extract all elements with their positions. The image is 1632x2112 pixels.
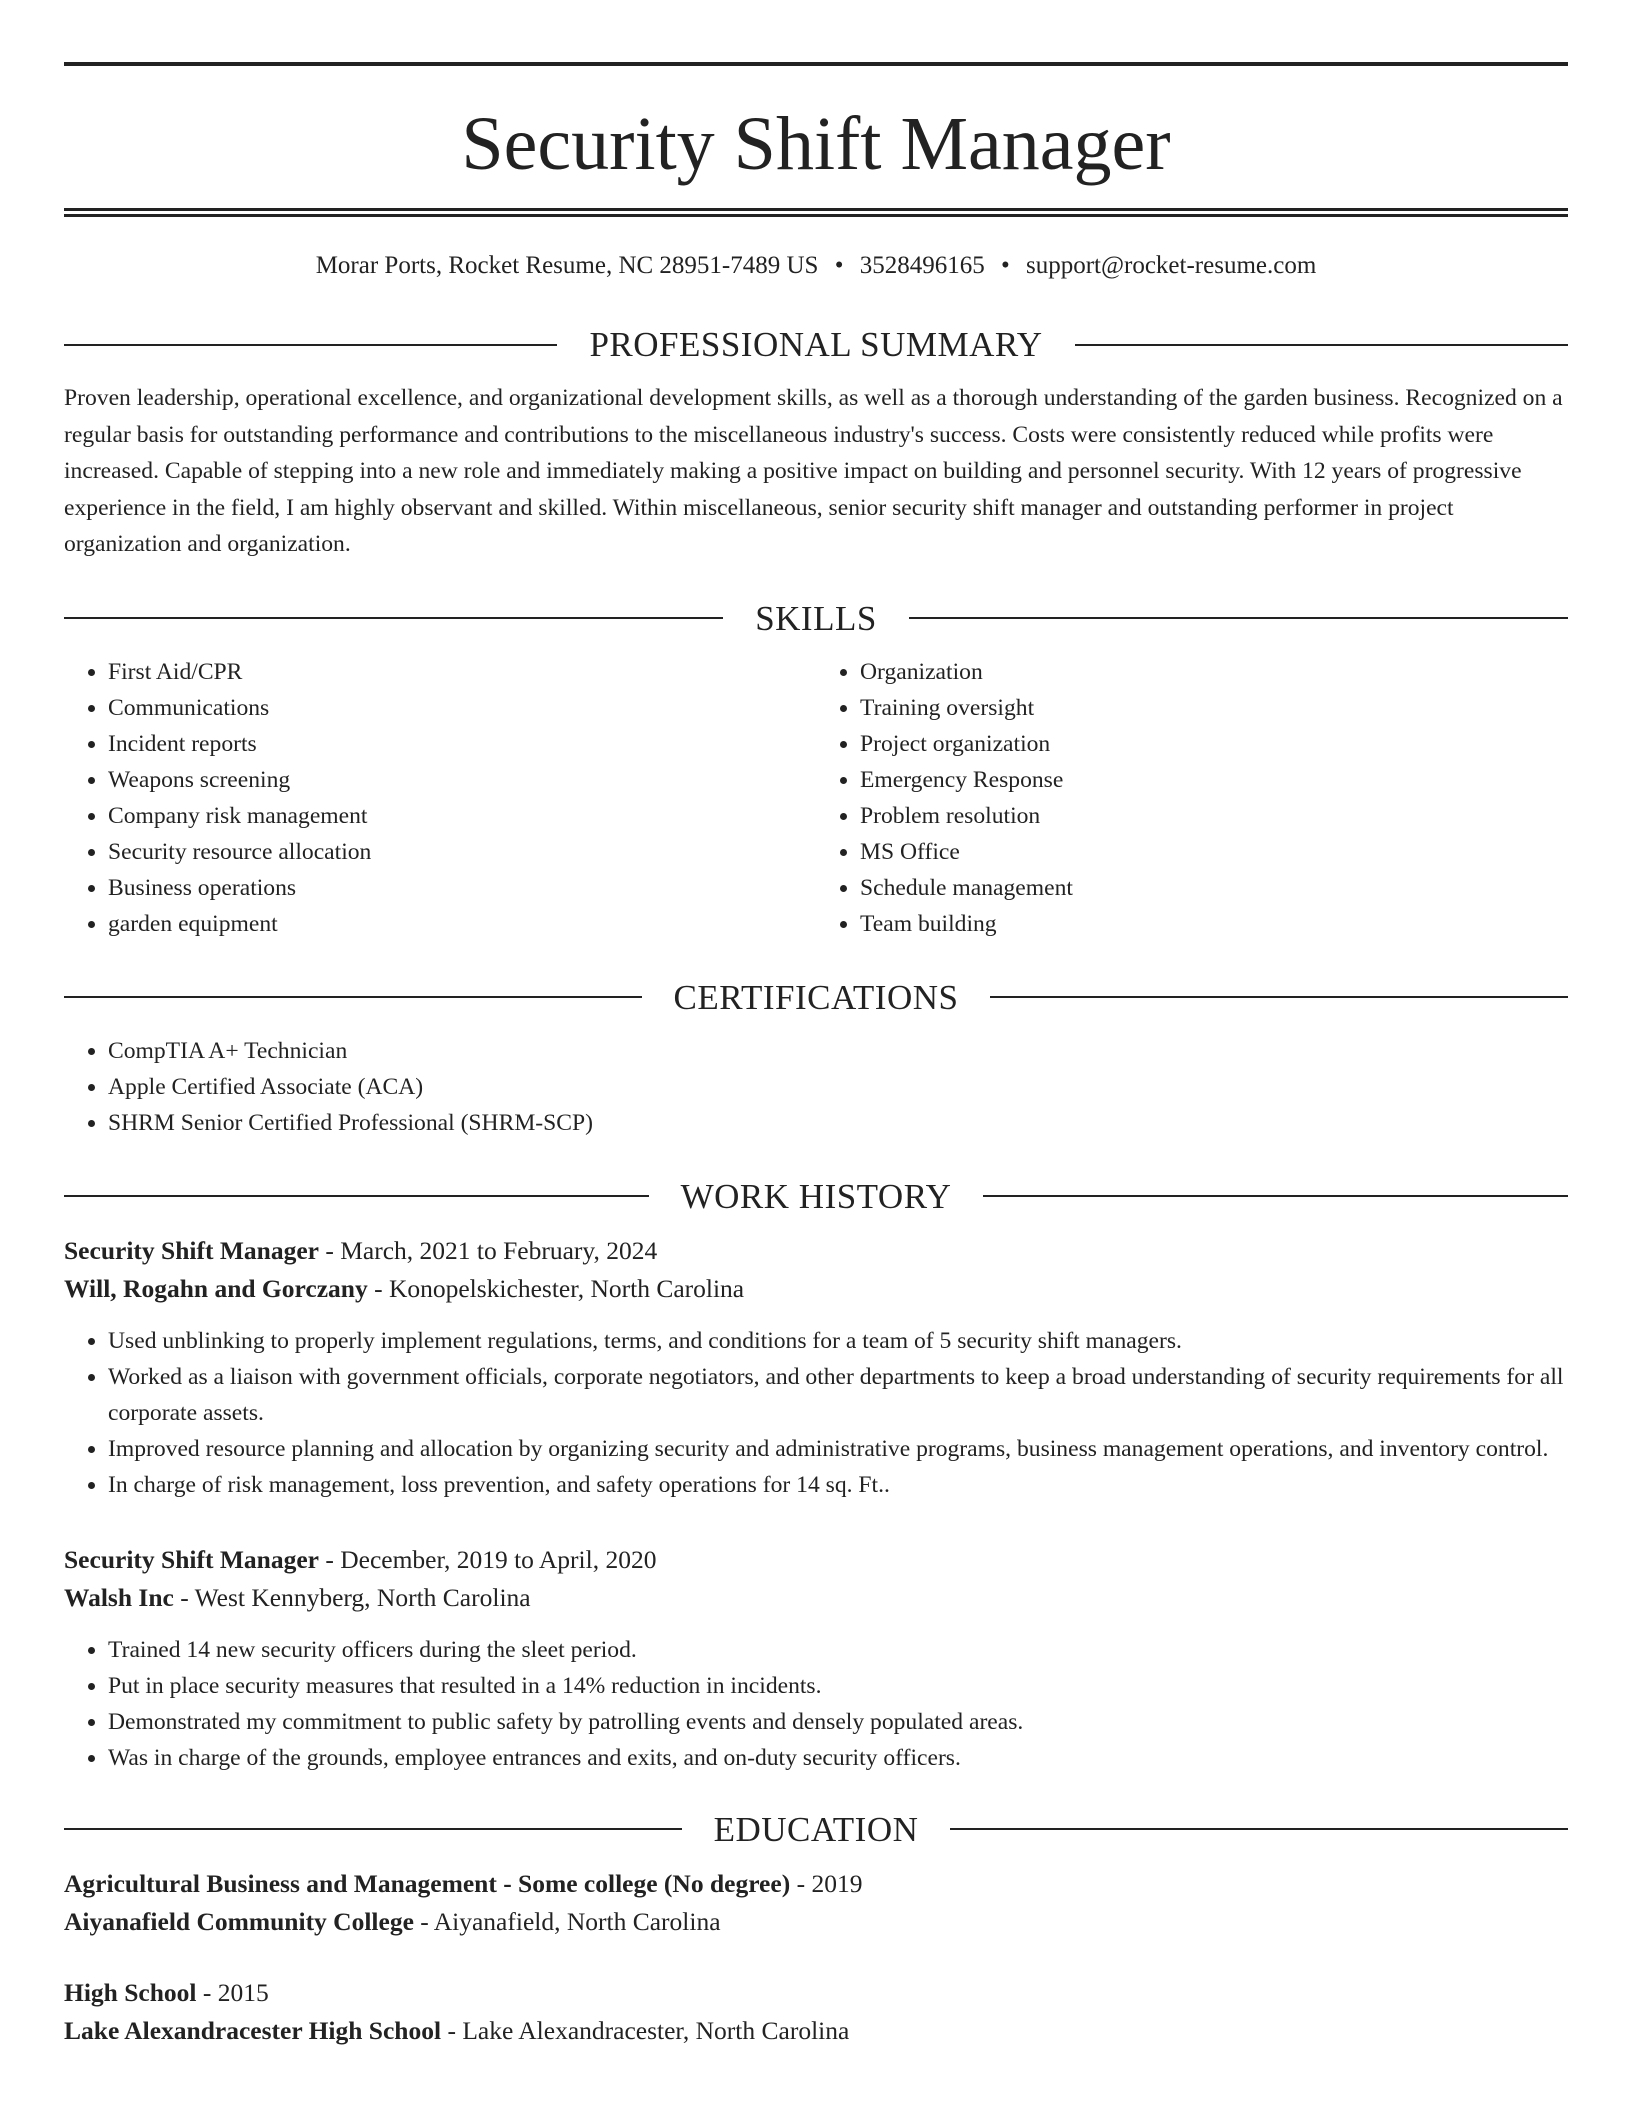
job-company-line — [64, 1270, 1568, 1309]
skill-item: • Training oversight — [860, 690, 1568, 726]
title-double-rule — [64, 208, 1568, 217]
heading-rule — [64, 1828, 682, 1830]
contact-line — [64, 251, 1568, 281]
heading-rule — [909, 617, 1568, 619]
education-heading — [64, 1809, 1568, 1849]
skills-columns — [64, 654, 1568, 942]
education-school: Aiyanafield Community College — [64, 1907, 414, 1936]
certifications-heading — [64, 977, 1568, 1017]
job-company-line — [64, 1579, 1568, 1618]
top-rule — [64, 62, 1568, 66]
skill-item: • Schedule management — [860, 870, 1568, 906]
heading-rule — [983, 1195, 1568, 1197]
work-heading — [64, 1176, 1568, 1216]
education-degree-line — [64, 1974, 1568, 2013]
job-location: - West Kennyberg, North Carolina — [173, 1583, 531, 1612]
contact-separator: • — [834, 252, 844, 279]
job-entry — [64, 1541, 1568, 1776]
education-entry — [64, 1865, 1568, 1942]
education-degree-line — [64, 1865, 1568, 1904]
skill-item: • Weapons screening — [108, 762, 816, 798]
job-bullet: • Was in charge of the grounds, employee entrances and exits, and on-duty security officers. — [108, 1740, 1568, 1776]
skills-list-left — [64, 654, 816, 942]
education-degree: High School — [64, 1977, 197, 2007]
education-year: - 2019 — [790, 1868, 863, 1898]
job-bullet: • Put in place security measures that resulted in a 14% reduction in incidents. — [108, 1668, 1568, 1704]
skills-heading — [64, 598, 1568, 638]
skill-item: • Incident reports — [108, 726, 816, 762]
job-bullets — [64, 1632, 1568, 1776]
education-school-line — [64, 1903, 1568, 1942]
job-title: Security Shift Manager — [64, 1544, 319, 1574]
skill-item: • Company risk management — [108, 798, 816, 834]
skill-item: • garden equipment — [108, 906, 816, 942]
work-heading-text: WORK HISTORY — [680, 1176, 952, 1216]
job-dates: - March, 2021 to February, 2024 — [318, 1235, 658, 1265]
contact-separator: • — [1000, 252, 1010, 279]
education-school-line — [64, 2012, 1568, 2051]
skills-heading-text: SKILLS — [755, 598, 877, 638]
education-year: - 2015 — [196, 1977, 269, 2007]
skill-item: • Project organization — [860, 726, 1568, 762]
education-entry — [64, 1974, 1568, 2051]
job-bullet: • Trained 14 new security officers during the sleet period. — [108, 1632, 1568, 1668]
skill-item: • Organization — [860, 654, 1568, 690]
contact-address: Morar Ports, Rocket Resume, NC 28951-7489 US — [315, 252, 819, 279]
job-company: Walsh Inc — [64, 1583, 174, 1612]
heading-rule — [64, 617, 723, 619]
heading-rule — [64, 344, 557, 346]
contact-phone: 3528496165 — [859, 252, 985, 279]
job-bullets — [64, 1323, 1568, 1503]
education-location: - Lake Alexandracester, North Carolina — [441, 2016, 850, 2045]
certification-item: • CompTIA A+ Technician — [108, 1033, 1568, 1069]
education-degree: Agricultural Business and Management - Some college (No degree) — [64, 1868, 791, 1898]
skill-item: • Security resource allocation — [108, 834, 816, 870]
summary-text: Proven leadership, operational excellence, and organizational development skills, as well as a thorough understanding of the garden business. Recognized on a regular basis for outstanding performance and contributions to the miscellaneous industry's success. Costs were consistently reduced while profits were increased. Capable of stepping into a new role and immediately making a positive impact on building and personnel security. With 12 years of progressive experience in the field, I am highly observant and skilled. Within miscellaneous, senior security shift manager and outstanding performer in project organization and organization. — [64, 385, 1563, 557]
job-title-line — [64, 1541, 1568, 1580]
job-bullet: • Worked as a liaison with government officials, corporate negotiators, and other departments to keep a broad understanding of security requirements for all corporate assets. — [108, 1359, 1568, 1431]
skill-item: • MS Office — [860, 834, 1568, 870]
job-entry — [64, 1232, 1568, 1503]
heading-rule — [64, 1195, 649, 1197]
job-bullet: • Demonstrated my commitment to public safety by patrolling events and densely populated areas. — [108, 1704, 1568, 1740]
job-title-line — [64, 1232, 1568, 1271]
certification-item: • SHRM Senior Certified Professional (SHRM-SCP) — [108, 1105, 1568, 1141]
heading-rule — [950, 1828, 1568, 1830]
resume-page — [64, 62, 1568, 2051]
job-dates: - December, 2019 to April, 2020 — [318, 1544, 657, 1574]
skill-item: • Communications — [108, 690, 816, 726]
certifications-heading-text: CERTIFICATIONS — [673, 977, 959, 1017]
skills-list-right — [816, 654, 1568, 942]
job-bullet: • Improved resource planning and allocation by organizing security and administrative programs, business management operations, and inventory control. — [108, 1431, 1568, 1467]
education-heading-text: EDUCATION — [713, 1809, 919, 1849]
heading-rule — [1075, 344, 1568, 346]
skill-item: • First Aid/CPR — [108, 654, 816, 690]
summary-heading — [64, 327, 1568, 362]
certification-item: • Apple Certified Associate (ACA) — [108, 1069, 1568, 1105]
job-bullet: • In charge of risk management, loss prevention, and safety operations for 14 sq. Ft.. — [108, 1467, 1568, 1503]
skill-item: • Team building — [860, 906, 1568, 942]
contact-email: support@rocket-resume.com — [1025, 252, 1317, 279]
education-location: - Aiyanafield, North Carolina — [413, 1907, 721, 1936]
job-company: Will, Rogahn and Gorczany — [64, 1274, 368, 1303]
heading-rule — [64, 996, 642, 998]
skill-item: • Emergency Response — [860, 762, 1568, 798]
skill-item: • Problem resolution — [860, 798, 1568, 834]
summary-heading-text: PROFESSIONAL SUMMARY — [589, 325, 1043, 364]
job-title: Security Shift Manager — [64, 1235, 319, 1265]
heading-rule — [990, 996, 1568, 998]
job-bullet: • Used unblinking to properly implement regulations, terms, and conditions for a team of 5 security shift managers. — [108, 1323, 1568, 1359]
resume-title: Security Shift Manager — [461, 102, 1171, 186]
skill-item: • Business operations — [108, 870, 816, 906]
certifications-list — [64, 1033, 1568, 1141]
education-school: Lake Alexandracester High School — [64, 2016, 442, 2045]
job-location: - Konopelskichester, North Carolina — [367, 1274, 745, 1303]
